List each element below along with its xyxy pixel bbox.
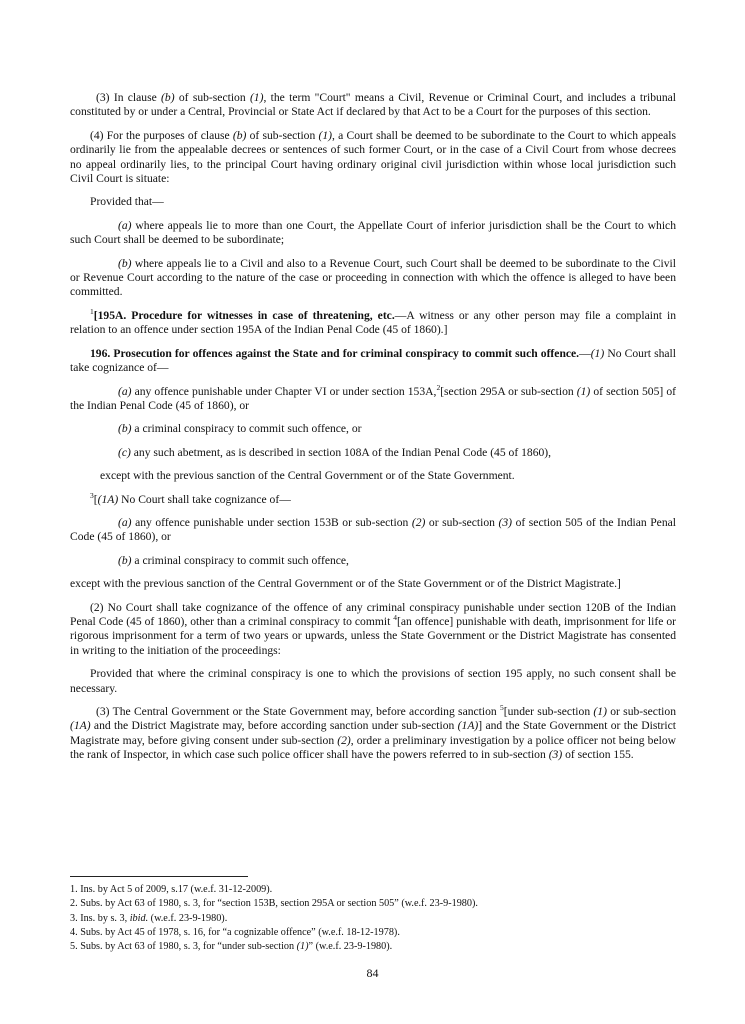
text: of sub-section xyxy=(246,128,319,142)
subsection-ref: (1A) xyxy=(457,719,479,733)
footnote-divider xyxy=(70,876,248,877)
clause-ref: (b) xyxy=(161,91,175,104)
subsection-3-preliminary-investigation xyxy=(70,705,676,763)
text: In clause xyxy=(109,91,162,104)
footnote-5 xyxy=(70,940,670,954)
text: [an offence] punishable with death, imprisonment for life or rigorous imprisonment for a term of two years or upwards, unless the State Government or the District Magistrate has consented in writing to the initiation of the proceedings: xyxy=(70,614,676,657)
text: No Court shall take cognizance of— xyxy=(70,346,677,375)
section-196-except: except with the previous sanction of the Central Government or of the State Government. xyxy=(100,469,515,483)
subsection-ref: (1) xyxy=(249,91,264,104)
item-label: (a) xyxy=(118,218,132,232)
clause-number: (4) xyxy=(90,128,104,142)
text: a criminal conspiracy to commit such offence, xyxy=(131,553,349,567)
subsection-1a-except: except with the previous sanction of the Central Government or of the State Government or of the District Magistrate.] xyxy=(70,577,621,591)
proviso-b xyxy=(70,257,676,300)
text: any offence punishable under Chapter VI or under section 153A, xyxy=(131,384,437,398)
section-heading: 196. Prosecution for offences against the State and for criminal conspiracy to commit such offence. xyxy=(90,346,580,360)
text: No Court shall take cognizance of the offence of any criminal conspiracy punishable under section 120B of the Indian Penal Code (45 of 1860), other than a criminal conspiracy to commit xyxy=(70,600,676,628)
text: of section 155. xyxy=(562,748,634,762)
text: — xyxy=(579,346,591,360)
footnote-marker: 3 xyxy=(90,490,94,500)
text: of section 505 of the Indian Penal Code (45 of 1860), or xyxy=(70,515,676,544)
text: where appeals lie to more than one Court, the Appellate Court of inferior jurisdiction shall be the Court to which such Court shall be deemed to be subordinate; xyxy=(70,218,676,247)
text: [section 295A or sub-section xyxy=(440,384,577,398)
subsection-ref: (1) xyxy=(590,346,605,360)
text: a criminal conspiracy to commit such offence, or xyxy=(131,422,362,436)
item-label: (c) xyxy=(118,445,131,459)
item-label: (a) xyxy=(118,515,132,529)
text: any such abetment, as is described in section 108A of the Indian Penal Code (45 of 1860), xyxy=(130,445,552,459)
item-label: (b) xyxy=(118,422,132,436)
section-196 xyxy=(70,347,676,376)
text: of sub-section xyxy=(174,91,250,104)
text: 5. Subs. by Act 63 of 1980, s. 3, for “under sub-section xyxy=(70,941,297,953)
footnotes xyxy=(70,883,670,954)
footnote-4: 4. Subs. by Act 45 of 1978, s. 16, for “a cognizable offence” (w.e.f. 18-12-1978). xyxy=(70,926,400,938)
text: , order a preliminary investigation by a police officer not being below the rank of Inspector, in which case such police officer shall have the powers referred to in sub-section xyxy=(70,733,676,762)
paragraph-section-4-subordination xyxy=(70,129,676,187)
subsection-1a-item-b xyxy=(70,554,676,568)
footnote-3 xyxy=(70,912,670,926)
subsection-2 xyxy=(70,601,676,659)
subsection-ref: (3) xyxy=(548,748,563,762)
item-label: (b) xyxy=(118,553,132,567)
footnote-1: 1. Ins. by Act 5 of 2009, s.17 (w.e.f. 31-12-2009). xyxy=(70,884,273,895)
text: [under sub-section xyxy=(503,705,594,718)
clause-number: (2) xyxy=(90,600,104,614)
item-label: (b) xyxy=(118,256,132,270)
text: and the District Magistrate may, before according sanction under sub-section xyxy=(90,719,458,733)
footnote-marker: 1 xyxy=(90,306,94,316)
text: The Central Government or the State Government may, before according sanction xyxy=(109,705,500,718)
text: [ xyxy=(93,492,98,506)
subsection-ref: (2) xyxy=(337,733,351,747)
text: , the term "Court" means a Civil, Revenue or Criminal Court, and includes a tribunal constituted by or under a Central, Provincial or State Act if declared by that Act to be a Court for the purposes of this section. xyxy=(70,91,676,119)
footnote-marker: 2 xyxy=(436,382,441,392)
text: or sub-section xyxy=(425,515,499,529)
text: (w.e.f. 23-9-1980). xyxy=(148,912,228,924)
text: For the purposes of clause xyxy=(103,128,233,142)
text: of section 505] of the Indian Penal Code (45 of 1860), or xyxy=(70,384,676,412)
paragraph-section-3-court-definition xyxy=(70,91,676,120)
section-heading: [195A. Procedure for witnesses in case of threatening, etc. xyxy=(93,308,395,322)
text: ” (w.e.f. 23-9-1980). xyxy=(308,941,393,953)
text: where appeals lie to a Civil and also to a Revenue Court, such Court shall be deemed to be subordinate to the Civil or Revenue Court according to the nature of the case or proceeding in connection with which the offence is alleged to have been committed. xyxy=(70,256,676,299)
text: No Court shall take cognizance of— xyxy=(118,492,291,506)
ibid: ibid. xyxy=(129,912,149,924)
section-196-item-a xyxy=(70,382,676,414)
subsection-ref: (3) xyxy=(498,515,513,529)
subsection-ref: (1A) xyxy=(97,492,119,506)
text: —A witness or any other person may file a complaint in relation to an offence under section 195A of the Indian Penal Code (45 of 1860).] xyxy=(70,308,676,337)
subsection-1a-item-a xyxy=(70,516,676,545)
footnote-marker: 4 xyxy=(393,612,398,622)
subsection-ref: (1) xyxy=(296,941,309,953)
item-label: (a) xyxy=(118,384,132,398)
subsection-1a xyxy=(70,490,676,507)
text: or sub-section xyxy=(606,705,676,718)
section-196-item-b xyxy=(70,422,676,436)
subsection-ref: (1) xyxy=(576,384,591,398)
subsection-ref: (1A) xyxy=(70,719,91,733)
section-195a xyxy=(70,306,676,338)
page-number: 84 xyxy=(366,966,379,980)
clause-number: (3) xyxy=(96,705,110,718)
subsection-2-proviso: Provided that where the criminal conspiracy is one to which the provisions of section 195 apply, no such consent shall be necessary. xyxy=(70,667,676,695)
provided-that: Provided that— xyxy=(90,195,164,209)
text: , a Court shall be deemed to be subordinate to the Court to which appeals ordinarily lie from the appealable decrees or sentences of such former Court, or in the case of a Civil Court from whose decrees no appeal ordinarily lies, to the principal Court having ordinary original civil jurisdiction within whose local jurisdiction such Civil Court is situate: xyxy=(70,128,676,186)
text: ] and the State Government or the District Magistrate may, before giving consent under sub-section xyxy=(70,719,676,747)
subsection-ref: (1) xyxy=(593,705,607,718)
subsection-ref: (2) xyxy=(411,515,426,529)
document-body xyxy=(70,91,676,772)
clause-ref: (b) xyxy=(232,128,247,142)
footnote-2: 2. Subs. by Act 63 of 1980, s. 3, for “section 153B, section 295A or section 505” (w.e.f. 23-9-1980). xyxy=(70,898,478,910)
text: any offence punishable under section 153B or sub-section xyxy=(131,515,412,529)
proviso-a xyxy=(70,219,676,248)
subsection-ref: (1) xyxy=(318,128,333,142)
text: 3. Ins. by s. 3, xyxy=(70,912,130,924)
clause-number: (3) xyxy=(96,91,110,104)
section-196-item-c xyxy=(70,446,676,460)
footnote-marker: 5 xyxy=(500,703,504,712)
